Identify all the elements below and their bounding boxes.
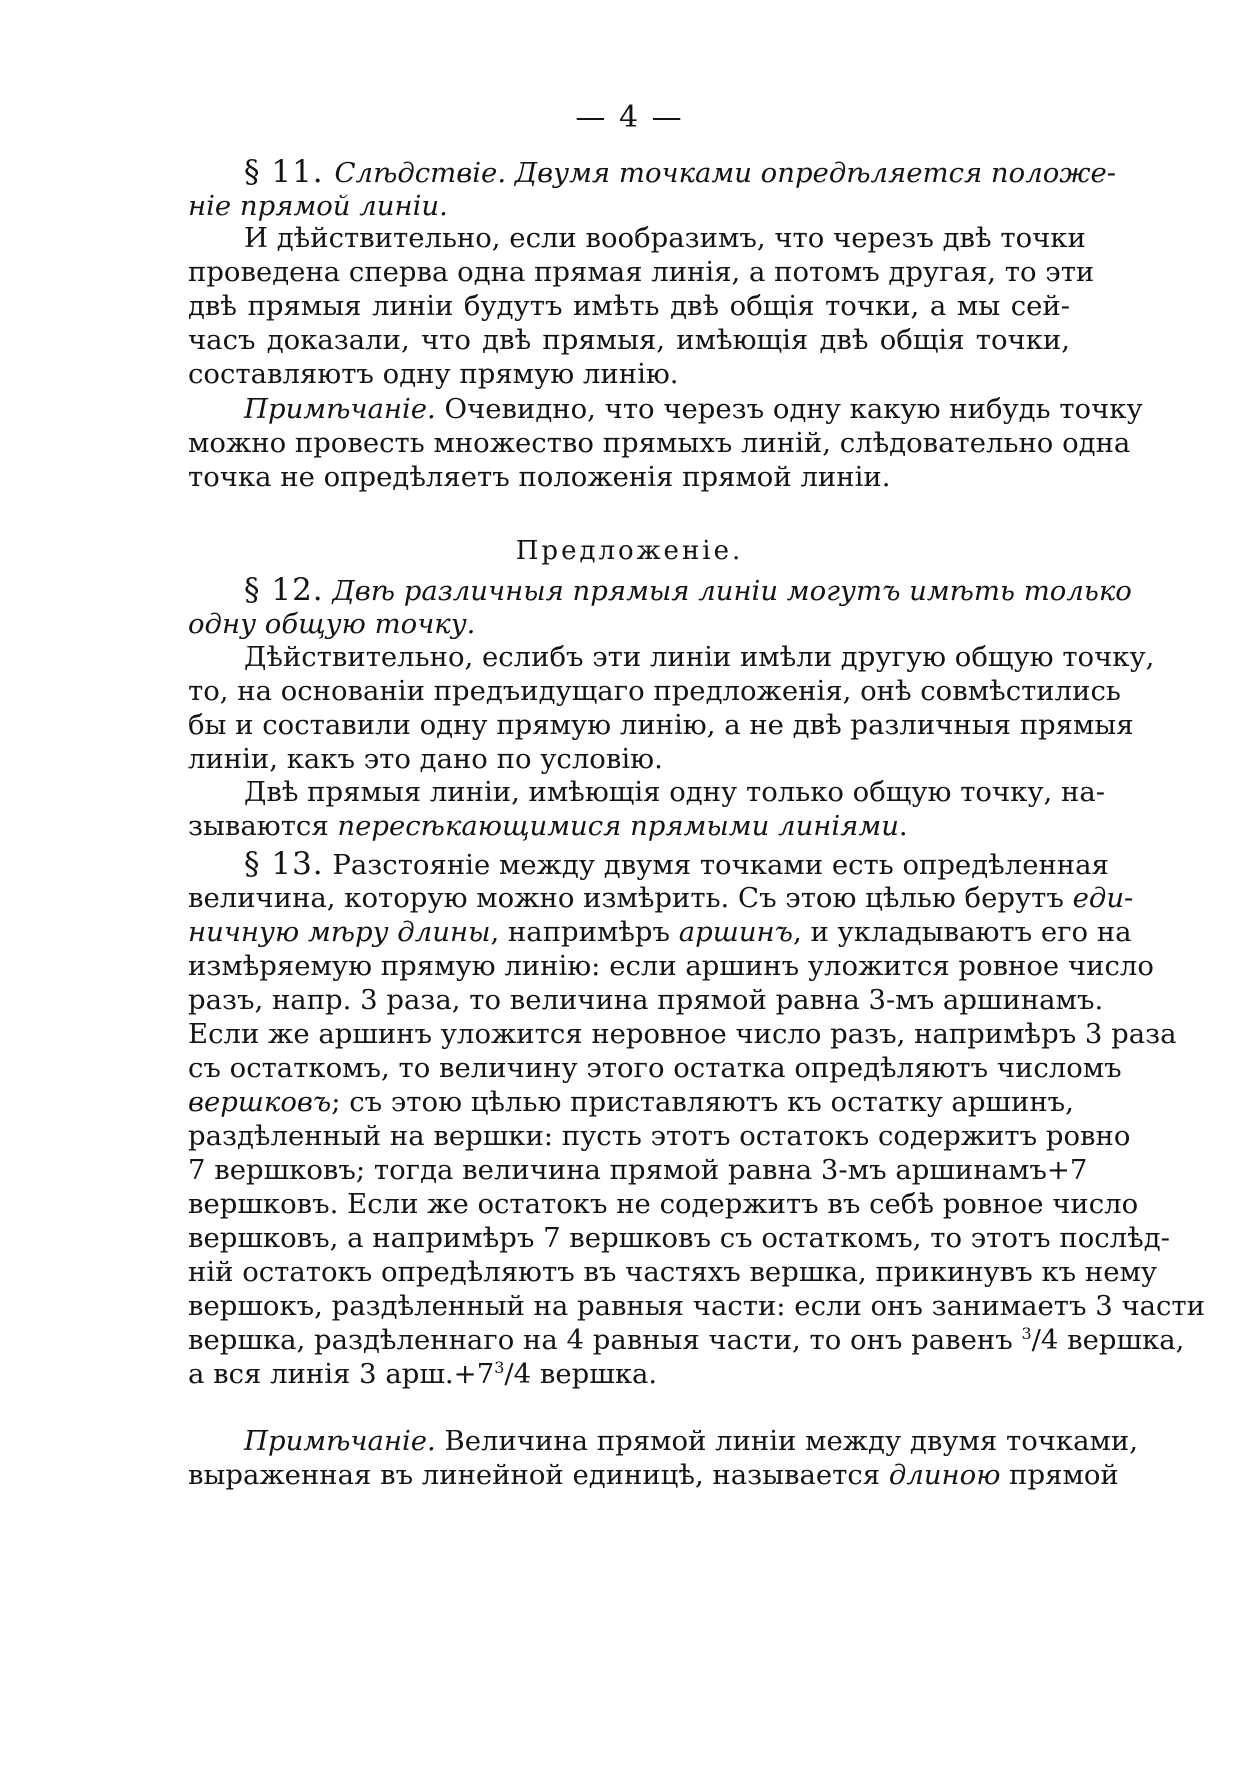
paragraph-intersecting-lines xyxy=(188,775,1106,843)
paragraph-proof-12 xyxy=(188,640,1155,776)
text-line: вершка, раздѣленнаго на 4 равныя части, то онъ равенъ $^3$/4 вершка, xyxy=(188,1323,1185,1356)
text-line: раздѣленный на вершки: пусть этотъ остатокъ содержитъ ровно xyxy=(188,1120,1131,1152)
note-label: Примѣчаніе. xyxy=(244,393,436,425)
text-line: бы и составили одну прямую линію, а не двѣ различныя прямыя xyxy=(188,709,1134,741)
text-line: Если же аршинъ уложится неровное число разъ, напримѣръ 3 раза xyxy=(188,1018,1177,1050)
text-line: измѣряемую прямую линію: если аршинъ уложится ровное число xyxy=(188,950,1154,982)
text-line: проведена сперва одна прямая линія, а потомъ другая, то эти xyxy=(188,256,1095,288)
paragraph-proof-11 xyxy=(188,221,1095,391)
text-line: часъ доказали, что двѣ прямыя, имѣющія двѣ общія точки, xyxy=(188,324,1070,356)
text-line: вершковъ, а напримѣръ 7 вершковъ съ остаткомъ, то этотъ послѣд- xyxy=(188,1222,1170,1254)
text-line: ній остатокъ опредѣляютъ въ частяхъ вершка, прикинувъ къ нему xyxy=(188,1256,1158,1288)
text-line: то, на основаніи предъидущаго предложенія, онѣ совмѣстились xyxy=(188,675,1121,707)
text-line: разъ, напр. 3 раза, то величина прямой равна 3-мъ аршинамъ. xyxy=(188,984,1104,1016)
text-line: Двѣ прямыя линіи, имѣющія одну только общую точку, на- xyxy=(244,776,1106,808)
text-line: вершковъ. Если же остатокъ не содержитъ въ себѣ ровное число xyxy=(188,1188,1139,1220)
text-line: а вся линія 3 $арш.+7^3/4$ вершка. xyxy=(188,1357,658,1390)
section-13 xyxy=(188,846,1205,1391)
text-line: § 13. Разстояніе между двумя точками есть опредѣленная xyxy=(244,846,1109,882)
section-12-proposition xyxy=(188,572,1132,641)
text-line: двѣ прямыя линіи будутъ имѣть двѣ общія точки, а мы сей- xyxy=(188,290,1070,322)
text-line: составляютъ одну прямую линію. xyxy=(188,358,679,390)
text-line: Дѣйствительно, еслибъ эти линіи имѣли другую общую точку, xyxy=(244,641,1155,673)
text-line: вершокъ, раздѣленный на равныя части: если онъ занимаетъ 3 части xyxy=(188,1290,1205,1322)
text-line: съ остаткомъ, то величину этого остатка опредѣляютъ числомъ xyxy=(188,1052,1122,1084)
text-line: зываются пересѣкающимися прямыми линіями. xyxy=(188,810,908,842)
note-2 xyxy=(188,1424,1138,1492)
page-number: — 4 — xyxy=(575,100,684,135)
text-line: величина, которую можно измѣрить. Съ этою цѣлью берутъ еди- xyxy=(188,882,1134,914)
text-line: Примѣчаніе. Очевидно, что черезъ одну какую нибудь точку xyxy=(244,393,1143,425)
text-line: ничную мѣру длины, напримѣръ аршинъ, и укладываютъ его на xyxy=(188,916,1132,948)
note-label: Примѣчаніе. xyxy=(244,1425,436,1457)
text-line: § 12. Двѣ различныя прямыя линіи могутъ имѣть только xyxy=(244,572,1132,608)
text-line: линіи, какъ это дано по условію. xyxy=(188,743,663,775)
text-line: вершковъ; съ этою цѣлью приставляютъ къ остатку аршинъ, xyxy=(188,1086,1074,1118)
note-1 xyxy=(188,392,1143,494)
text-line: И дѣйствительно, если вообразимъ, что черезъ двѣ точки xyxy=(244,222,1086,254)
text-line: 7 вершковъ; тогда величина прямой равна 3-мъ аршинамъ+7 xyxy=(188,1154,1088,1186)
proposition-heading: Предложеніе. xyxy=(515,536,744,566)
text-line: § 11. Слѣдствіе. Двумя точками опредѣляется положе- xyxy=(244,154,1117,190)
text-line: можно провесть множество прямыхъ линій, слѣдовательно одна xyxy=(188,427,1131,459)
section-11-corollary xyxy=(188,154,1117,223)
text-line: точка не опредѣляетъ положенія прямой линіи. xyxy=(188,461,891,493)
text-line: ніе прямой линіи. xyxy=(188,190,448,222)
text-line: выраженная въ линейной единицѣ, называется длиною прямой xyxy=(188,1459,1119,1491)
text-line: одну общую точку. xyxy=(188,608,476,640)
text-line: Примѣчаніе. Величина прямой линіи между двумя точками, xyxy=(244,1425,1138,1457)
